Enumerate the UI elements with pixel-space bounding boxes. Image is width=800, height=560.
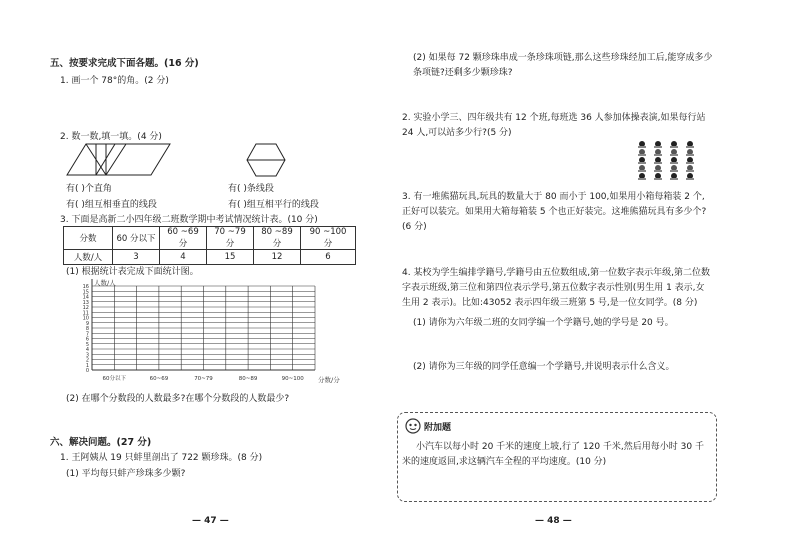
y-tick-label: 9 bbox=[85, 320, 89, 327]
y-tick-label: 12 bbox=[82, 305, 89, 311]
table-header-cell: 80 ~89 分 bbox=[254, 227, 301, 250]
y-tick-label: 14 bbox=[82, 294, 89, 301]
chart-ylabel: 人数/人 bbox=[94, 279, 116, 287]
table-cell: 3 bbox=[113, 250, 160, 265]
students-illustration bbox=[636, 140, 700, 182]
subquestion-id-third-grade: (2) 请你为三年级的同学任意编一个学籍号,并说明表示什么含义。 bbox=[413, 362, 675, 372]
student-figure-body bbox=[670, 162, 678, 164]
page-number-left: — 47 — bbox=[192, 516, 229, 526]
y-tick-label: 0 bbox=[85, 368, 89, 374]
x-category-label: 90~100 bbox=[281, 376, 304, 382]
bonus-mascot-icon bbox=[405, 418, 421, 434]
subquestion-pearls-average: (1) 平均每只蚌产珍珠多少颗? bbox=[66, 469, 186, 479]
student-figure-body bbox=[638, 170, 646, 172]
table-row bbox=[64, 250, 356, 265]
question-stats-table: 3. 下面是高新二小四年级二班数学期中考试情况统计表。(10 分) bbox=[60, 215, 318, 225]
y-tick-label: 16 bbox=[82, 284, 89, 290]
student-figure-body bbox=[670, 146, 678, 148]
table-cell: 12 bbox=[254, 250, 301, 265]
y-tick-label: 8 bbox=[85, 326, 89, 332]
fill-segments: 有( )条线段 bbox=[228, 184, 274, 194]
student-figure-body bbox=[686, 154, 694, 156]
question-panda-toys: 3. 有一堆熊猫玩具,玩具的数量大于 80 而小于 100,如果用小箱每箱装 2 个,正好可以装完。如果用大箱每箱装 5 个也正好装完。这堆熊猫玩具有多少个?(6 分) bbox=[402, 192, 707, 232]
question-count-fill: 2. 数一数,填一填。(4 分) bbox=[60, 132, 162, 142]
page-number-right: — 48 — bbox=[535, 516, 572, 526]
y-tick-label: 15 bbox=[82, 289, 89, 296]
section6-title: 六、解决问题。(27 分) bbox=[50, 437, 152, 448]
student-figure-body bbox=[686, 146, 694, 148]
student-figure-body bbox=[686, 178, 694, 180]
student-figure-body bbox=[670, 178, 678, 180]
table-header-cell: 90 ~100 分 bbox=[301, 227, 356, 250]
student-figure-body bbox=[654, 154, 662, 156]
y-tick-label: 3 bbox=[85, 352, 89, 359]
x-category-label: 80~89 bbox=[238, 376, 258, 382]
student-figure-body bbox=[638, 162, 646, 164]
parallelogram-figure bbox=[66, 143, 172, 177]
table-header-cell: 分数 bbox=[64, 227, 113, 250]
question-student-id: 4. 某校为学生编排学籍号,学籍号由五位数组成,第一位数字表示年级,第二位数字表示班级,第三位和第四位表示学号,第五位数字表示性别(男生用 1 表示,女生用 2 表示)。比如:43052 表示四年级三班第 5 号,是一位女同学。(8 分) bbox=[402, 268, 711, 308]
table-cell: 6 bbox=[301, 250, 356, 265]
fill-parallel: 有( )组互相平行的线段 bbox=[228, 200, 319, 210]
fill-perpendicular: 有( )组互相垂直的线段 bbox=[66, 200, 157, 210]
student-figure-body bbox=[654, 170, 662, 172]
section5-title: 五、按要求完成下面各题。(16 分) bbox=[50, 58, 199, 69]
subquestion-max-min: (2) 在哪个分数段的人数最多?在哪个分数段的人数最少? bbox=[66, 394, 290, 404]
y-tick-label: 4 bbox=[85, 347, 89, 353]
student-figure-body bbox=[654, 146, 662, 148]
table-cell: 15 bbox=[207, 250, 254, 265]
table-header-cell: 60 分以下 bbox=[113, 227, 160, 250]
question-draw-angle: 1. 画一个 78°的角。(2 分) bbox=[60, 76, 169, 86]
table-row-label: 人数/人 bbox=[64, 250, 113, 265]
x-category-label: 60~69 bbox=[149, 376, 169, 382]
y-tick-label: 5 bbox=[85, 341, 89, 348]
student-figure-body bbox=[670, 154, 678, 156]
student-figure-body bbox=[686, 162, 694, 164]
student-figure-body bbox=[654, 178, 662, 180]
subquestion-draw-chart: (1) 根据统计表完成下面统计图。 bbox=[66, 267, 199, 277]
table-cell: 4 bbox=[160, 250, 207, 265]
question-gym-rows: 2. 实验小学三、四年级共有 12 个班,每班选 36 人参加体操表演,如果每行站 24 人,可以站多少行?(5 分) bbox=[402, 113, 706, 138]
fill-right-angles: 有( )个直角 bbox=[66, 184, 112, 194]
bonus-question: 小汽车以每小时 20 千米的速度上坡,行了 120 千米,然后用每小时 30 千米的速度返回,求这辆汽车全程的平均速度。(10 分) bbox=[402, 442, 704, 467]
x-category-label: 70~79 bbox=[194, 376, 213, 382]
y-tick-label: 11 bbox=[82, 310, 89, 317]
y-tick-label: 10 bbox=[82, 315, 89, 322]
question-necklaces: (2) 如果每 72 颗珍珠串成一条珍珠项链,那么这些珍珠经加工后,能穿成多少条项链?还剩多少颗珍珠? bbox=[413, 53, 713, 78]
x-category-label: 60分以下 bbox=[102, 376, 127, 382]
chart-xlabel: 分数/分 bbox=[318, 376, 340, 384]
score-stats-table bbox=[63, 226, 356, 265]
table-row bbox=[64, 227, 356, 250]
y-tick-label: 7 bbox=[85, 331, 89, 338]
student-figure-body bbox=[670, 170, 678, 172]
bonus-header bbox=[405, 418, 451, 434]
student-figure-body bbox=[654, 162, 662, 164]
table-header-cell: 60 ~69 分 bbox=[160, 227, 207, 250]
student-figure-body bbox=[638, 154, 646, 156]
subquestion-id-girl: (1) 请你为六年级二班的女同学编一个学籍号,她的学号是 20 号。 bbox=[413, 318, 674, 328]
y-tick-label: 2 bbox=[85, 357, 89, 364]
y-tick-label: 6 bbox=[85, 336, 89, 343]
student-figure-body bbox=[638, 146, 646, 148]
hexagon-figure bbox=[246, 143, 286, 177]
bonus-title: 附加题 bbox=[424, 422, 452, 433]
y-tick-label: 1 bbox=[85, 362, 89, 369]
blank-bar-chart bbox=[70, 278, 350, 388]
table-header-cell: 70 ~79 分 bbox=[207, 227, 254, 250]
student-figure-body bbox=[686, 170, 694, 172]
y-tick-label: 13 bbox=[82, 299, 89, 306]
question-pearls: 1. 王阿姨从 19 只蚌里剖出了 722 颗珍珠。(8 分) bbox=[60, 453, 263, 463]
student-figure-body bbox=[638, 178, 646, 180]
